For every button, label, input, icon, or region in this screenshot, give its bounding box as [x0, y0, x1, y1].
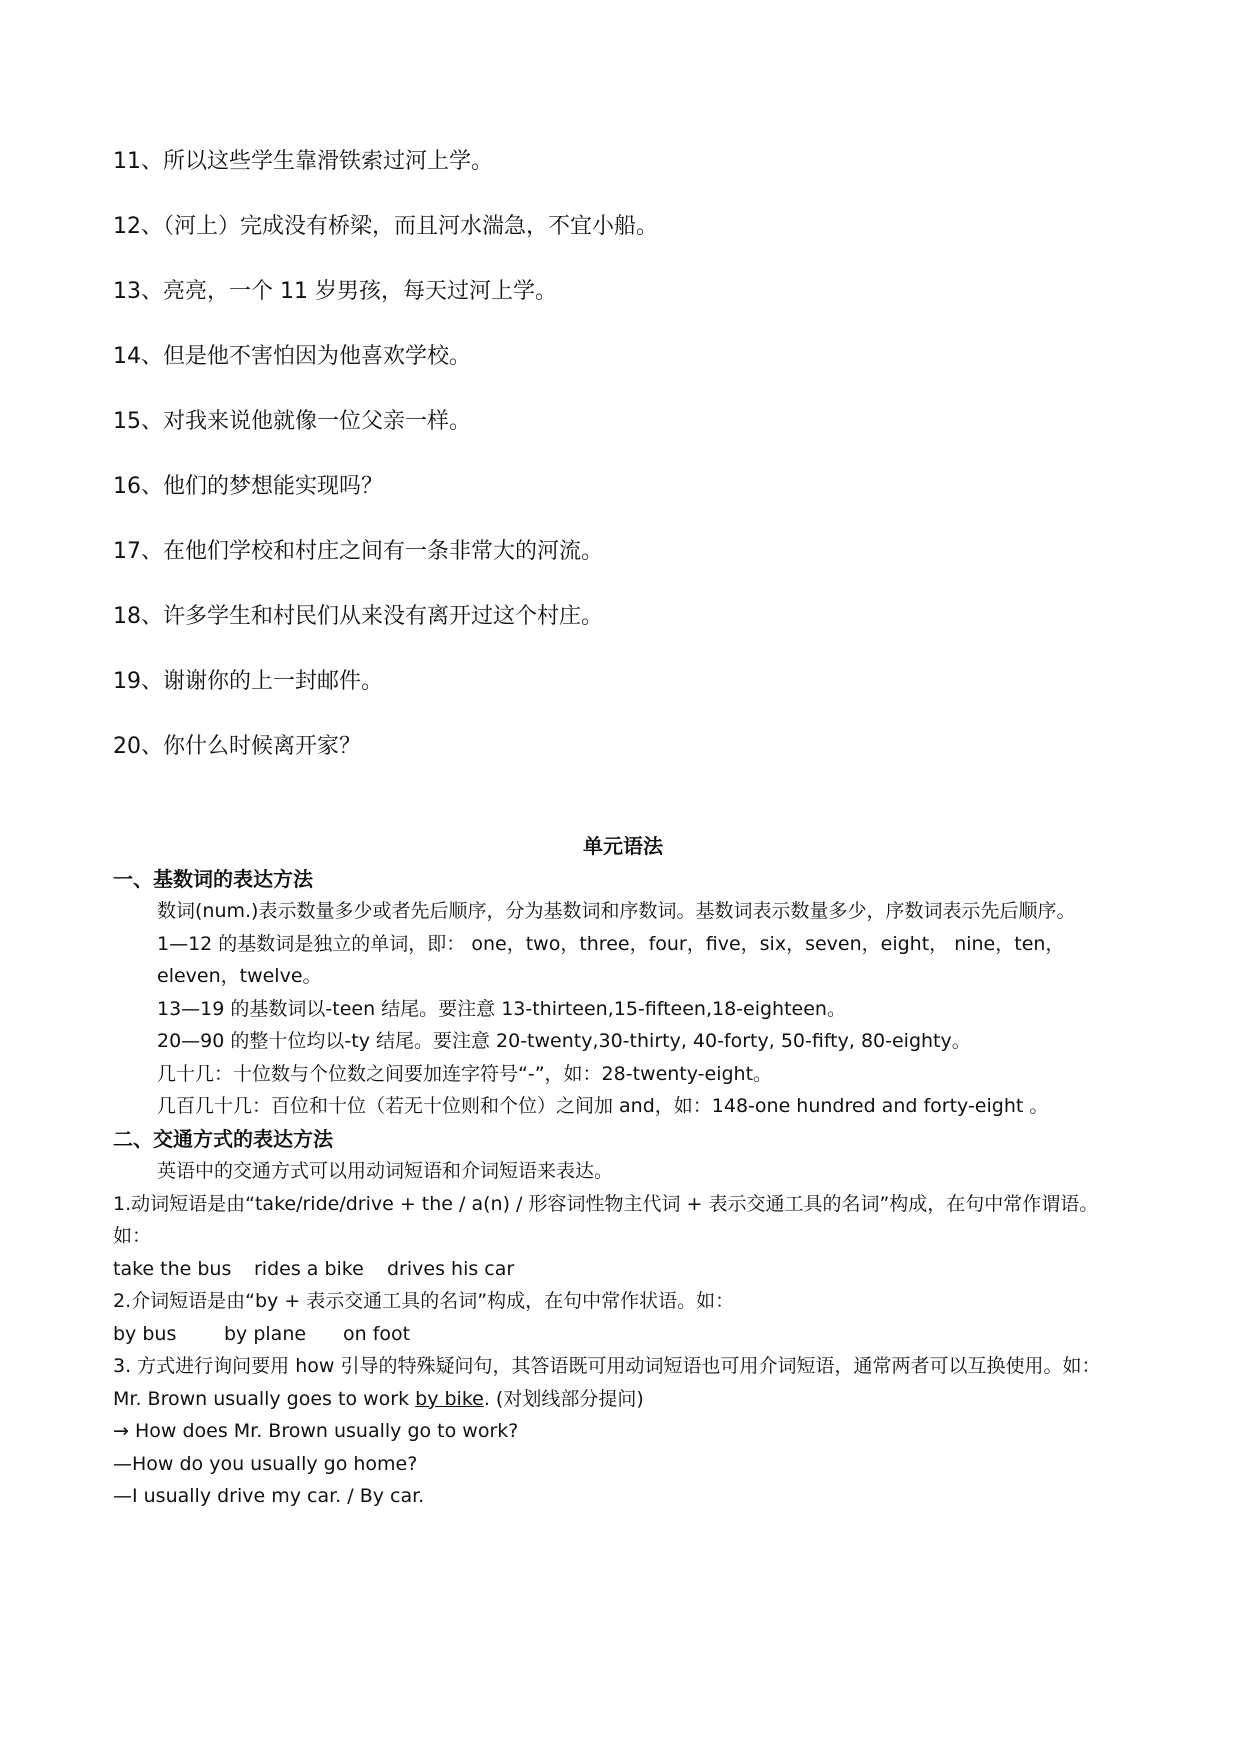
- paragraph-hundreds: 几百几十几：百位和十位（若无十位则和个位）之间加 and，如：148-one hundred and forty-eight 。: [157, 1095, 1049, 1117]
- sentence-13: 13、亮亮，一个 11 岁男孩，每天过河上学。: [113, 279, 557, 304]
- heading-cardinal-numbers: 一、基数词的表达方法: [113, 866, 313, 891]
- example-sentence: [113, 1383, 1133, 1416]
- example-note: . (对划线部分提问): [483, 1387, 644, 1410]
- phrase-example: by plane: [224, 1322, 307, 1345]
- grammar-section: [113, 830, 1133, 1513]
- verb-phrase-examples: [113, 1253, 1133, 1286]
- heading-transport: 二、交通方式的表达方法: [113, 1126, 333, 1151]
- item-prep-phrases: 2.介词短语是由“by + 表示交通工具的名词”构成，在句中常作状语。如：: [113, 1290, 735, 1312]
- paragraph-transport-intro: 英语中的交通方式可以用动词短语和介词短语来表达。: [157, 1160, 614, 1182]
- phrase-example: by bus: [113, 1322, 177, 1345]
- sentence-18: 18、许多学生和村民们从来没有离开过这个村庄。: [113, 604, 603, 629]
- sentence-11: 11、所以这些学生靠滑铁索过河上学。: [113, 149, 493, 174]
- sentence-14: 14、但是他不害怕因为他喜欢学校。: [113, 344, 471, 369]
- phrase-example: drives his car: [387, 1257, 515, 1280]
- sentence-20: 20、你什么时候离开家？: [113, 734, 361, 759]
- sentence-19: 19、谢谢你的上一封邮件。: [113, 669, 383, 694]
- phrase-example: rides a bike: [254, 1257, 364, 1280]
- sentence-15: 15、对我来说他就像一位父亲一样。: [113, 409, 471, 434]
- item-how-questions: 3. 方式进行询问要用 how 引导的特殊疑问句，其答语既可用动词短语也可用介词短语，通常两者可以互换使用。如：: [113, 1355, 1101, 1377]
- item-verb-phrases: 1.动词短语是由“take/ride/drive + the / a(n) / 形容词性物主代词 + 表示交通工具的名词”构成，在句中常作谓语。如：: [113, 1192, 1099, 1247]
- prep-phrase-examples: [113, 1318, 1133, 1351]
- section-title: 单元语法: [583, 834, 663, 858]
- phrase-example: on foot: [343, 1322, 411, 1345]
- paragraph-hyphen: 几十几：十位数与个位数之间要加连字符号“-”，如：28-twenty-eight。: [157, 1062, 773, 1085]
- example-text: Mr. Brown usually goes to work: [113, 1387, 416, 1410]
- sentence-12: 12、（河上）完成没有桥梁，而且河水湍急，不宜小船。: [113, 214, 658, 239]
- sentence-16: 16、他们的梦想能实现吗？: [113, 474, 383, 499]
- dialog-line-2: —I usually drive my car. / By car.: [113, 1485, 425, 1507]
- underlined-phrase: by bike: [415, 1387, 484, 1410]
- example-question: → How does Mr. Brown usually go to work?: [113, 1420, 519, 1442]
- dialog-line-1: —How do you usually go home?: [113, 1452, 418, 1475]
- paragraph-1-12: 1—12 的基数词是独立的单词，即： one，two，three，four，five，six，seven，eight， nine，ten，eleven，twelve。: [157, 932, 1065, 987]
- paragraph-teen: 13—19 的基数词以-teen 结尾。要注意 13-thirteen,15-fifteen,18-eighteen。: [157, 997, 846, 1020]
- sentence-17: 17、在他们学校和村庄之间有一条非常大的河流。: [113, 539, 603, 564]
- phrase-example: take the bus: [113, 1257, 232, 1280]
- paragraph-ty: 20—90 的整十位均以-ty 结尾。要注意 20-twenty,30-thirty, 40-forty, 50-fifty, 80-eighty。: [157, 1030, 971, 1052]
- translation-sentences: [113, 147, 1113, 797]
- paragraph-numerals: 数词(num.)表示数量多少或者先后顺序，分为基数词和序数词。基数词表示数量多少，序数词表示先后顺序。: [157, 900, 1076, 922]
